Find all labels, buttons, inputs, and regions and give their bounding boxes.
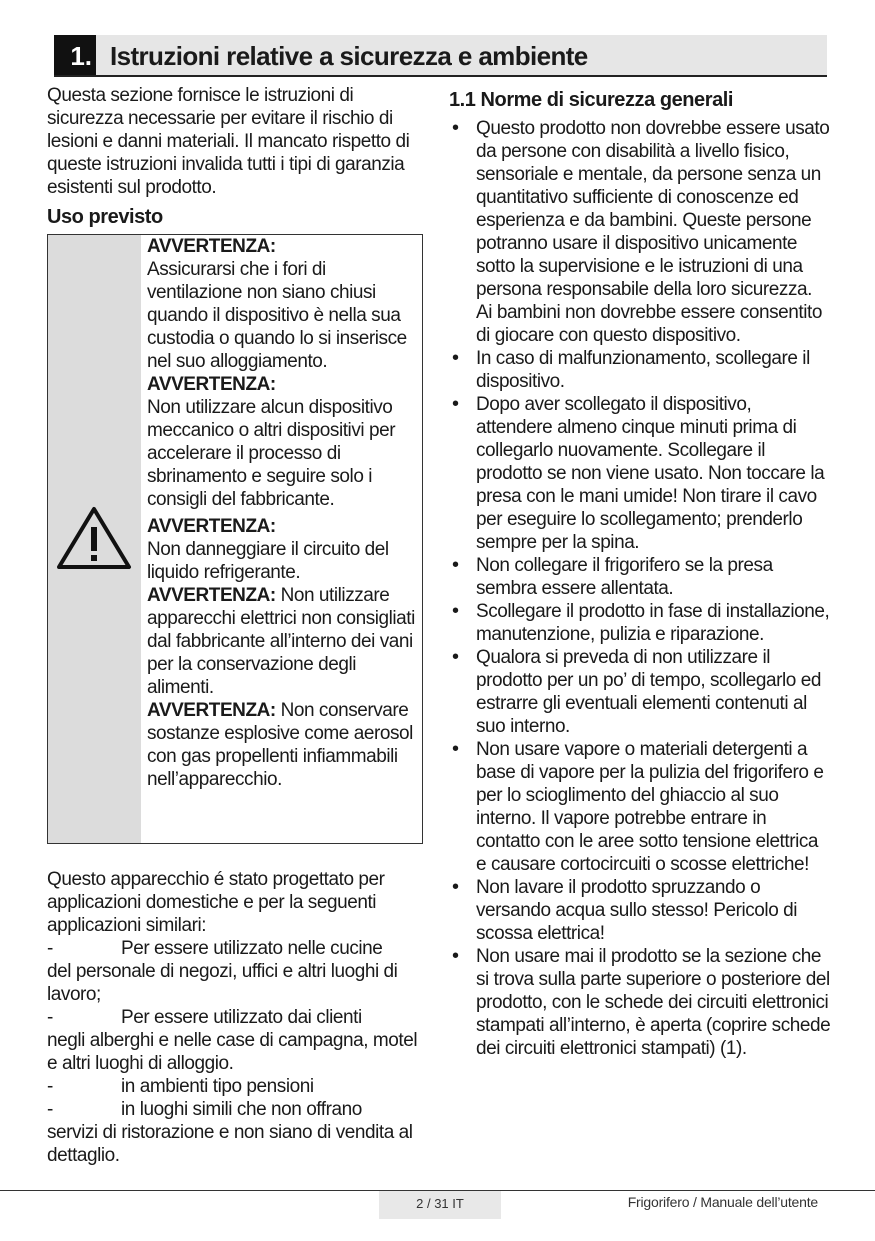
application-item [47, 1075, 425, 1098]
list-item: • In caso di malfunzionamento, scollegare il dispositivo. [449, 347, 831, 393]
warning-title: AVVERTENZA: [147, 236, 276, 257]
application-first: Per essere utilizzato nelle cucine [121, 938, 383, 959]
dash: - [47, 1007, 53, 1028]
application-rest: servizi di ristorazione e non siano di vendita al dettaglio. [47, 1122, 413, 1166]
warning-item [147, 699, 419, 791]
right-column [449, 88, 831, 1060]
warning-triangle-icon [56, 505, 132, 571]
applications-intro: Questo apparecchio é stato progettato per applicazioni domestiche e per la seguenti applicazioni similari: [47, 869, 385, 936]
warning-item [147, 515, 419, 584]
document-title: Frigorifero / Manuale dell’utente [627, 1194, 818, 1210]
safety-bullet-list [449, 117, 831, 1060]
warning-icon-column [48, 235, 141, 843]
warning-title: AVVERTENZA: [147, 516, 276, 537]
warning-text: Non utilizzare alcun dispositivo meccanico o altri dispositivi per accelerare il processo di sbrinamento e seguire solo i consigli del fabbricante. [147, 397, 396, 510]
section-title: Istruzioni relative a sicurezza e ambiente [110, 41, 588, 71]
application-item [47, 1098, 425, 1167]
list-item: • Non usare mai il prodotto se la sezione che si trova sulla parte superiore o posteriore del prodotto, con le schede dei circuiti elettronici stampati all’interno, è aperta (coprire schede dei circuiti elettronici stampati) (1). [449, 945, 831, 1060]
dash: - [47, 1076, 53, 1097]
page-number: 2 / 31 IT [379, 1191, 501, 1219]
list-item: • Scollegare il prodotto in fase di installazione, manutenzione, pulizia e riparazione. [449, 600, 831, 646]
warning-title: AVVERTENZA: [147, 585, 276, 606]
list-item: • Qualora si preveda di non utilizzare il prodotto per un po’ di tempo, scollegarlo ed estrarre gli eventuali elementi contenuti al suo interno. [449, 646, 831, 738]
general-safety-heading: 1.1 Norme di sicurezza generali [449, 89, 733, 111]
list-item: • Non collegare il frigorifero se la presa sembra essere allentata. [449, 554, 831, 600]
list-item: • Non usare vapore o materiali detergenti a base di vapore per la pulizia del frigorifero e per lo scioglimento del ghiaccio al suo interno. Il vapore potrebbe entrare in contatto con le aree sotto tensione elettrica e causare cortocircuiti o scosse elettriche! [449, 738, 831, 876]
warning-title: AVVERTENZA: [147, 374, 276, 395]
application-first: Per essere utilizzato dai clienti [121, 1007, 362, 1028]
dash: - [47, 938, 53, 959]
warning-title: AVVERTENZA: [147, 700, 276, 721]
application-item [47, 937, 425, 1006]
warning-item [147, 235, 419, 373]
warning-text: Non danneggiare il circuito del liquido refrigerante. [147, 539, 389, 583]
application-first: in luoghi simili che non offrano [121, 1099, 362, 1120]
left-column [47, 84, 425, 1167]
warning-text: Non utilizzare apparecchi elettrici non consigliati dal fabbricante all’interno dei vani per la conservazione degli alimenti. [147, 585, 415, 698]
warning-item [147, 584, 419, 699]
warning-text: Assicurarsi che i fori di ventilazione non siano chiusi quando il dispositivo è nella sua custodia o quando lo si inserisce nel suo alloggiamento. [147, 259, 407, 372]
dash: - [47, 1099, 53, 1120]
section-header [54, 35, 827, 77]
list-item: • Non lavare il prodotto spruzzando o versando acqua sullo stesso! Pericolo di scossa elettrica! [449, 876, 831, 945]
application-rest: del personale di negozi, uffici e altri luoghi di lavoro; [47, 961, 398, 1005]
uso-previsto-heading: Uso previsto [47, 206, 163, 228]
application-rest: negli alberghi e nelle case di campagna, motel e altri luoghi di alloggio. [47, 1030, 418, 1074]
warning-item [147, 373, 419, 511]
list-item: • Questo prodotto non dovrebbe essere usato da persone con disabilità a livello fisico, sensoriale e mentale, da persone senza un quantitativo sufficiente di conoscenze ed esperienza e da bambini. Queste persone potranno usare il dispositivo unicamente sotto la supervisione e le istruzioni di una persona responsabile della loro sicurezza. Ai bambini non dovrebbe essere consentito di giocare con questo dispositivo. [449, 117, 831, 347]
warning-box [47, 234, 423, 844]
list-item: • Dopo aver scollegato il dispositivo, attendere almeno cinque minuti prima di collegarlo nuovamente. Scollegare il prodotto se non viene usato. Non toccare la presa con le mani umide! Non tirare il cavo per eseguire lo scollegamento; prenderlo sempre per la spina. [449, 393, 831, 554]
warning-text: Non conservare sostanze esplosive come aerosol con gas propellenti infiammabili nell’apparecchio. [147, 700, 413, 790]
section-number: 1. [54, 35, 96, 75]
intro-paragraph: Questa sezione fornisce le istruzioni di sicurezza necessarie per evitare il rischio di lesioni e danni materiali. Il mancato rispetto di queste istruzioni invalida tutti i tipi di garanzia esistenti sul prodotto. [47, 85, 410, 198]
warning-texts [147, 235, 419, 791]
application-first: in ambienti tipo pensioni [121, 1076, 314, 1097]
application-item [47, 1006, 425, 1075]
